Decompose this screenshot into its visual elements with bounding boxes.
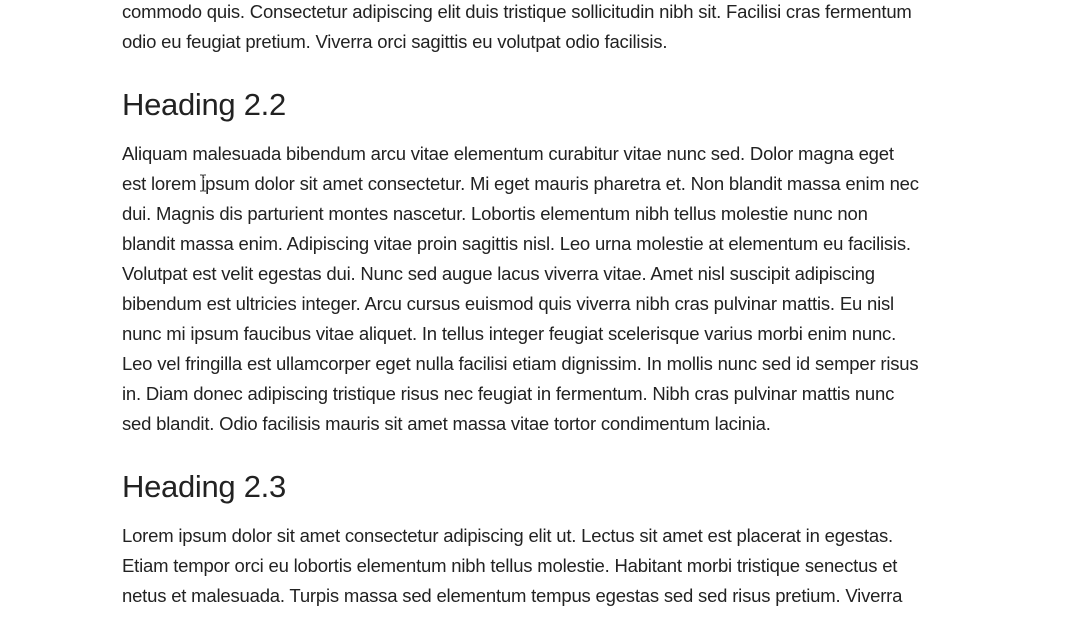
section-heading: Heading 2.3 bbox=[122, 469, 286, 504]
paragraph: Lorem ipsum dolor sit amet consectetur adipiscing elit ut. Lectus sit amet est placerat in egestas. Etiam tempor orci eu lobortis elementum nibh tellus molestie. Habitant morbi tristique senectus et netus et malesuada. Turpis massa sed elementum tempus egestas sed sed risus pretium. Viverra bbox=[122, 525, 903, 606]
section-heading: Heading 2.2 bbox=[122, 87, 286, 122]
text-cursor-icon bbox=[199, 174, 207, 192]
article-content bbox=[122, 0, 922, 611]
paragraph: commodo quis. Consectetur adipiscing elit duis tristique sollicitudin nibh sit. Facilisi cras fermentum odio eu feugiat pretium. Viverra orci sagittis eu volutpat odio facilisis. bbox=[122, 1, 912, 52]
paragraph: Aliquam malesuada bibendum arcu vitae elementum curabitur vitae nunc sed. Dolor magna eget est lorem ipsum dolor sit amet consectetur. Mi eget mauris pharetra et. Non blandit massa enim nec dui. Magnis dis parturient montes nascetur. Lobortis elementum nibh tellus molestie nunc non blandit massa enim. Adipiscing vitae proin sagittis nisl. Leo urna molestie at elementum eu facilisis. Volutpat est velit egestas dui. Nunc sed augue lacus viverra vitae. Amet nisl suscipit adipiscing bibendum est ultricies integer. Arcu cursus euismod quis viverra nibh cras pulvinar mattis. Eu nisl nunc mi ipsum faucibus vitae aliquet. In tellus integer feugiat scelerisque varius morbi enim nunc. Leo vel fringilla est ullamcorper eget nulla facilisi etiam dignissim. In mollis nunc sed id semper risus in. Diam donec adipiscing tristique risus nec feugiat in fermentum. Nibh cras pulvinar mattis nunc sed blandit. Odio facilisis mauris sit amet massa vitae tortor condimentum lacinia. bbox=[122, 143, 919, 434]
